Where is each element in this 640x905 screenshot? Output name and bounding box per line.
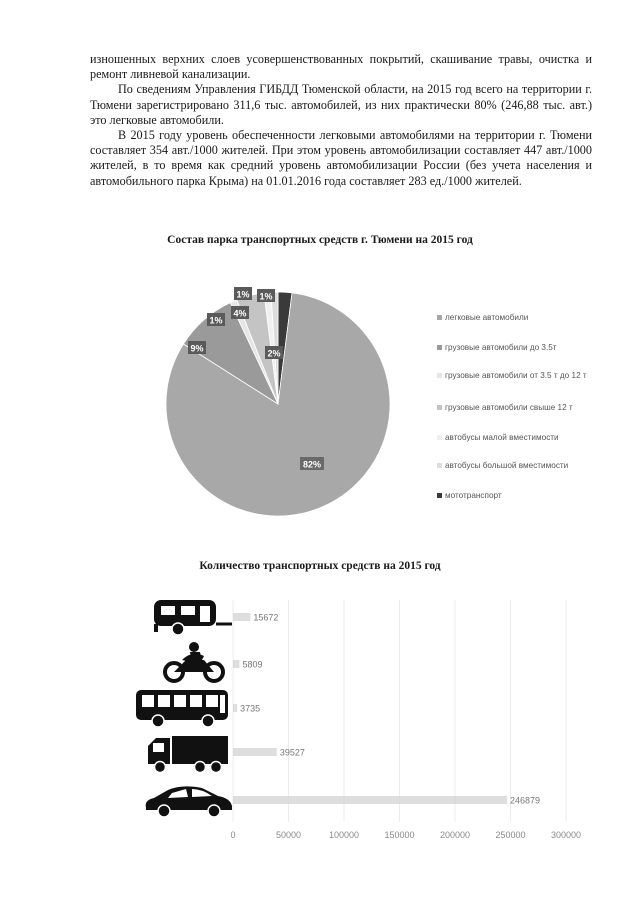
legend-label: мототранспорт — [445, 491, 502, 500]
bar-value-label: 39527 — [279, 747, 305, 758]
legend-label: грузовые автомобили до 3.5т — [445, 343, 557, 352]
trailer-icon — [154, 600, 232, 635]
paragraph-3: В 2015 году уровень обеспеченности легковыми автомобилями на территории г. Тюмени составляет 354 авт./1000 жителей. При этом уровень автомобилизации составляет 447 авт./1000 жителей, в то время как средний уровень автомобилизации России (без учета населения и автомобильного парка Крыма) на 01.01.2016 года составляет 283 ед./1000 жителей. — [90, 128, 592, 188]
bar — [233, 613, 250, 621]
pie-data-label: 82% — [302, 459, 322, 470]
bar-value-label: 3735 — [240, 703, 261, 714]
bar-chart-title: Количество транспортных средств на 2015 год — [199, 560, 441, 572]
pie-data-label: 9% — [190, 343, 204, 354]
bar — [233, 704, 237, 712]
pie-chart-title: Состав парка транспортных средств г. Тюмени на 2015 год — [167, 234, 473, 246]
legend-label: автобусы большой вместимости — [445, 461, 569, 470]
pie-data-label: 1% — [259, 291, 273, 302]
bar — [233, 748, 277, 756]
legend-label: грузовые автомобили от 3.5 т до 12 т — [445, 371, 587, 380]
bus-icon — [136, 690, 228, 727]
pie-data-label: 2% — [267, 348, 281, 359]
pie-data-label: 4% — [233, 308, 247, 319]
bar-value-label: 246879 — [510, 795, 541, 806]
paragraph-2: По сведениям Управления ГИБДД Тюменской области, на 2015 год всего на территории г. Тюмени зарегистрировано 311,6 тыс. автомобилей, из них практически 80% (246,88 тыс. авт.) это легковые автомобили. — [90, 82, 592, 127]
paragraph-1: изношенных верхних слоев усовершенствованных покрытий, скашивание травы, очистка и ремонт ливневой канализации. — [90, 52, 592, 82]
pie-data-label: 1% — [236, 289, 250, 300]
bar — [233, 660, 239, 668]
bar-value-label: 15672 — [253, 612, 279, 623]
legend-label: автобусы малой вместимости — [445, 433, 559, 442]
truck-icon — [148, 736, 228, 773]
bar-value-label: 5809 — [242, 659, 263, 670]
bar — [233, 796, 507, 804]
x-tick-label: 250000 — [495, 830, 526, 840]
legend-label: легковые автомобили — [445, 313, 529, 322]
pie-data-label: 1% — [209, 315, 223, 326]
x-tick-label: 100000 — [328, 830, 360, 840]
motorcycle-icon — [165, 642, 223, 681]
legend-label: грузовые автомобили свыше 12 т — [445, 403, 573, 412]
x-tick-label: 0 — [230, 830, 236, 840]
x-tick-label: 300000 — [550, 830, 582, 840]
x-tick-label: 50000 — [275, 830, 302, 840]
x-tick-label: 200000 — [439, 830, 471, 840]
car-icon — [146, 786, 232, 817]
x-tick-label: 150000 — [384, 830, 415, 840]
